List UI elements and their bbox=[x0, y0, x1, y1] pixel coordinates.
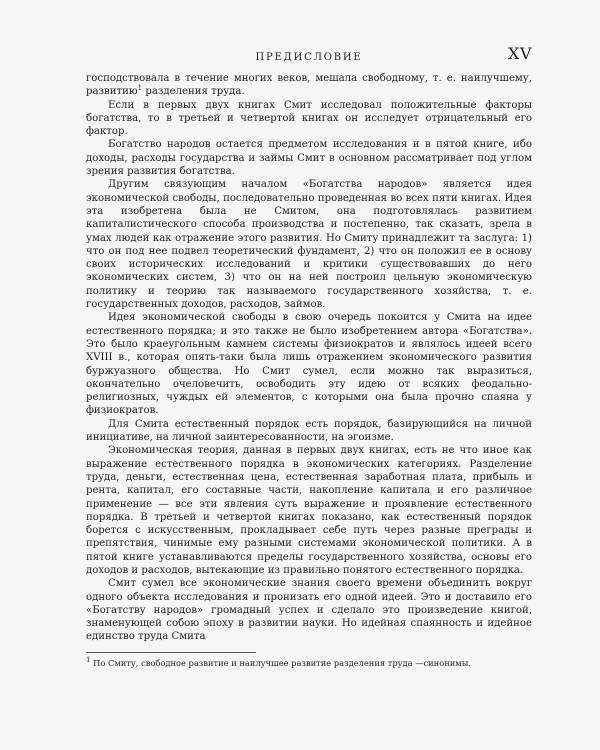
paragraph: Экономическая теория, данная в первых двух книгах, есть не что иное как выражение естественного порядка в экономических категориях. Разделение труда, деньги, естественная цена, естественная заработная плата, прибыль и рента, капитал, его составные части, накопление капитала и его различное применение — все эти явления суть выражение и проявление естественного порядка. В третьей и четвертой книгах показано, как естественный порядок борется с искусственным, прокладывает себе путь через разные преграды и препятствия, чинимые ему разными системами экономической политики. А в пятой книге устанавливаются пределы государственного хозяйства, основы его доходов и расходов, вытекающие из правильно понятого естественного порядка. bbox=[86, 445, 532, 576]
paragraph: Другим связующим началом «Богатства народов» является идея экономической свободы, последовательно проведенная во всех пяти книгах. Идея эта изобретена была не Смитом, она подготовлялась развитием капиталистического способа производства и постепенно, так сказать, зрела в умах людей как отражение этого развития. Но Смиту принадлежит та заслуга: 1) что он под нее подвел теоретический фундамент, 2) что он положил ее в основу своих исторических исследований и критики существовавших до него экономических систем, 3) что он на ней построил цельную экономическую политику и теорию так называемого государственного хозяйства, т. е. государственных доходов, расходов, займов. bbox=[86, 179, 532, 311]
paragraph: Богатство народов остается предметом исследования и в пятой книге, ибо доходы, расходы государства и займы Смит в основном рассматривает под углом зрения развития богатства. bbox=[86, 139, 532, 178]
paragraph: Если в первых двух книгах Смит исследовал положительные факторы богатства, то в третьей и четвертой книгах он исследует отрицательный его фактор. bbox=[86, 99, 532, 138]
footnote bbox=[86, 655, 532, 669]
footnote-mark: 1 bbox=[86, 655, 91, 664]
footnote-reference: 1 bbox=[137, 84, 143, 93]
page-number: XV bbox=[508, 44, 532, 63]
paragraph: Идея экономической свободы в свою очередь покоится у Смита на идее естественного порядка; и это также не было изобретением автора «Богатства». Это было краеугольным камнем системы физиократов и являлось идеей всего XVIII в., которая опять-таки была лишь отражением экономического развития буржуазного общества. Но Смит сумел, если можно так выразиться, окончательно очеловечить, освободить эту идею от всяких феодально-религиозных, чуждых ей элементов, с которыми она была прочно спаяна у физиократов. bbox=[86, 312, 532, 417]
paragraph: Смит сумел все экономические знания своего времени объединить вокруг одного объекта исследования и пронизать его одной идеей. Это и доставило его «Богатству народов» громадный успех и сделало это произведение книгой, знаменующей собою эпоху в развитии науки. Но идейная спаянность и идейное единство труда Смита bbox=[86, 578, 532, 643]
page-header bbox=[86, 44, 532, 72]
running-title: ПРЕДИСЛОВИЕ bbox=[255, 52, 363, 63]
footnote-divider bbox=[86, 652, 256, 653]
main-text bbox=[86, 72, 532, 644]
footnote-text bbox=[86, 655, 532, 669]
paragraph: Для Смита естественный порядок есть порядок, базирующийся на личной инициативе, на личной заинтересованности, на эгоизме. bbox=[86, 418, 532, 444]
footnote-body: По Смиту, свободное развитие и наилучшее развитие разделения труда —синонимы. bbox=[90, 657, 471, 668]
paragraph-text: господствовала в течение многих веков, мешала свободному, т. е. наилучшему, развитию bbox=[86, 73, 532, 98]
paragraph bbox=[86, 72, 532, 99]
paragraph-text-end: разделения труда. bbox=[142, 86, 245, 98]
